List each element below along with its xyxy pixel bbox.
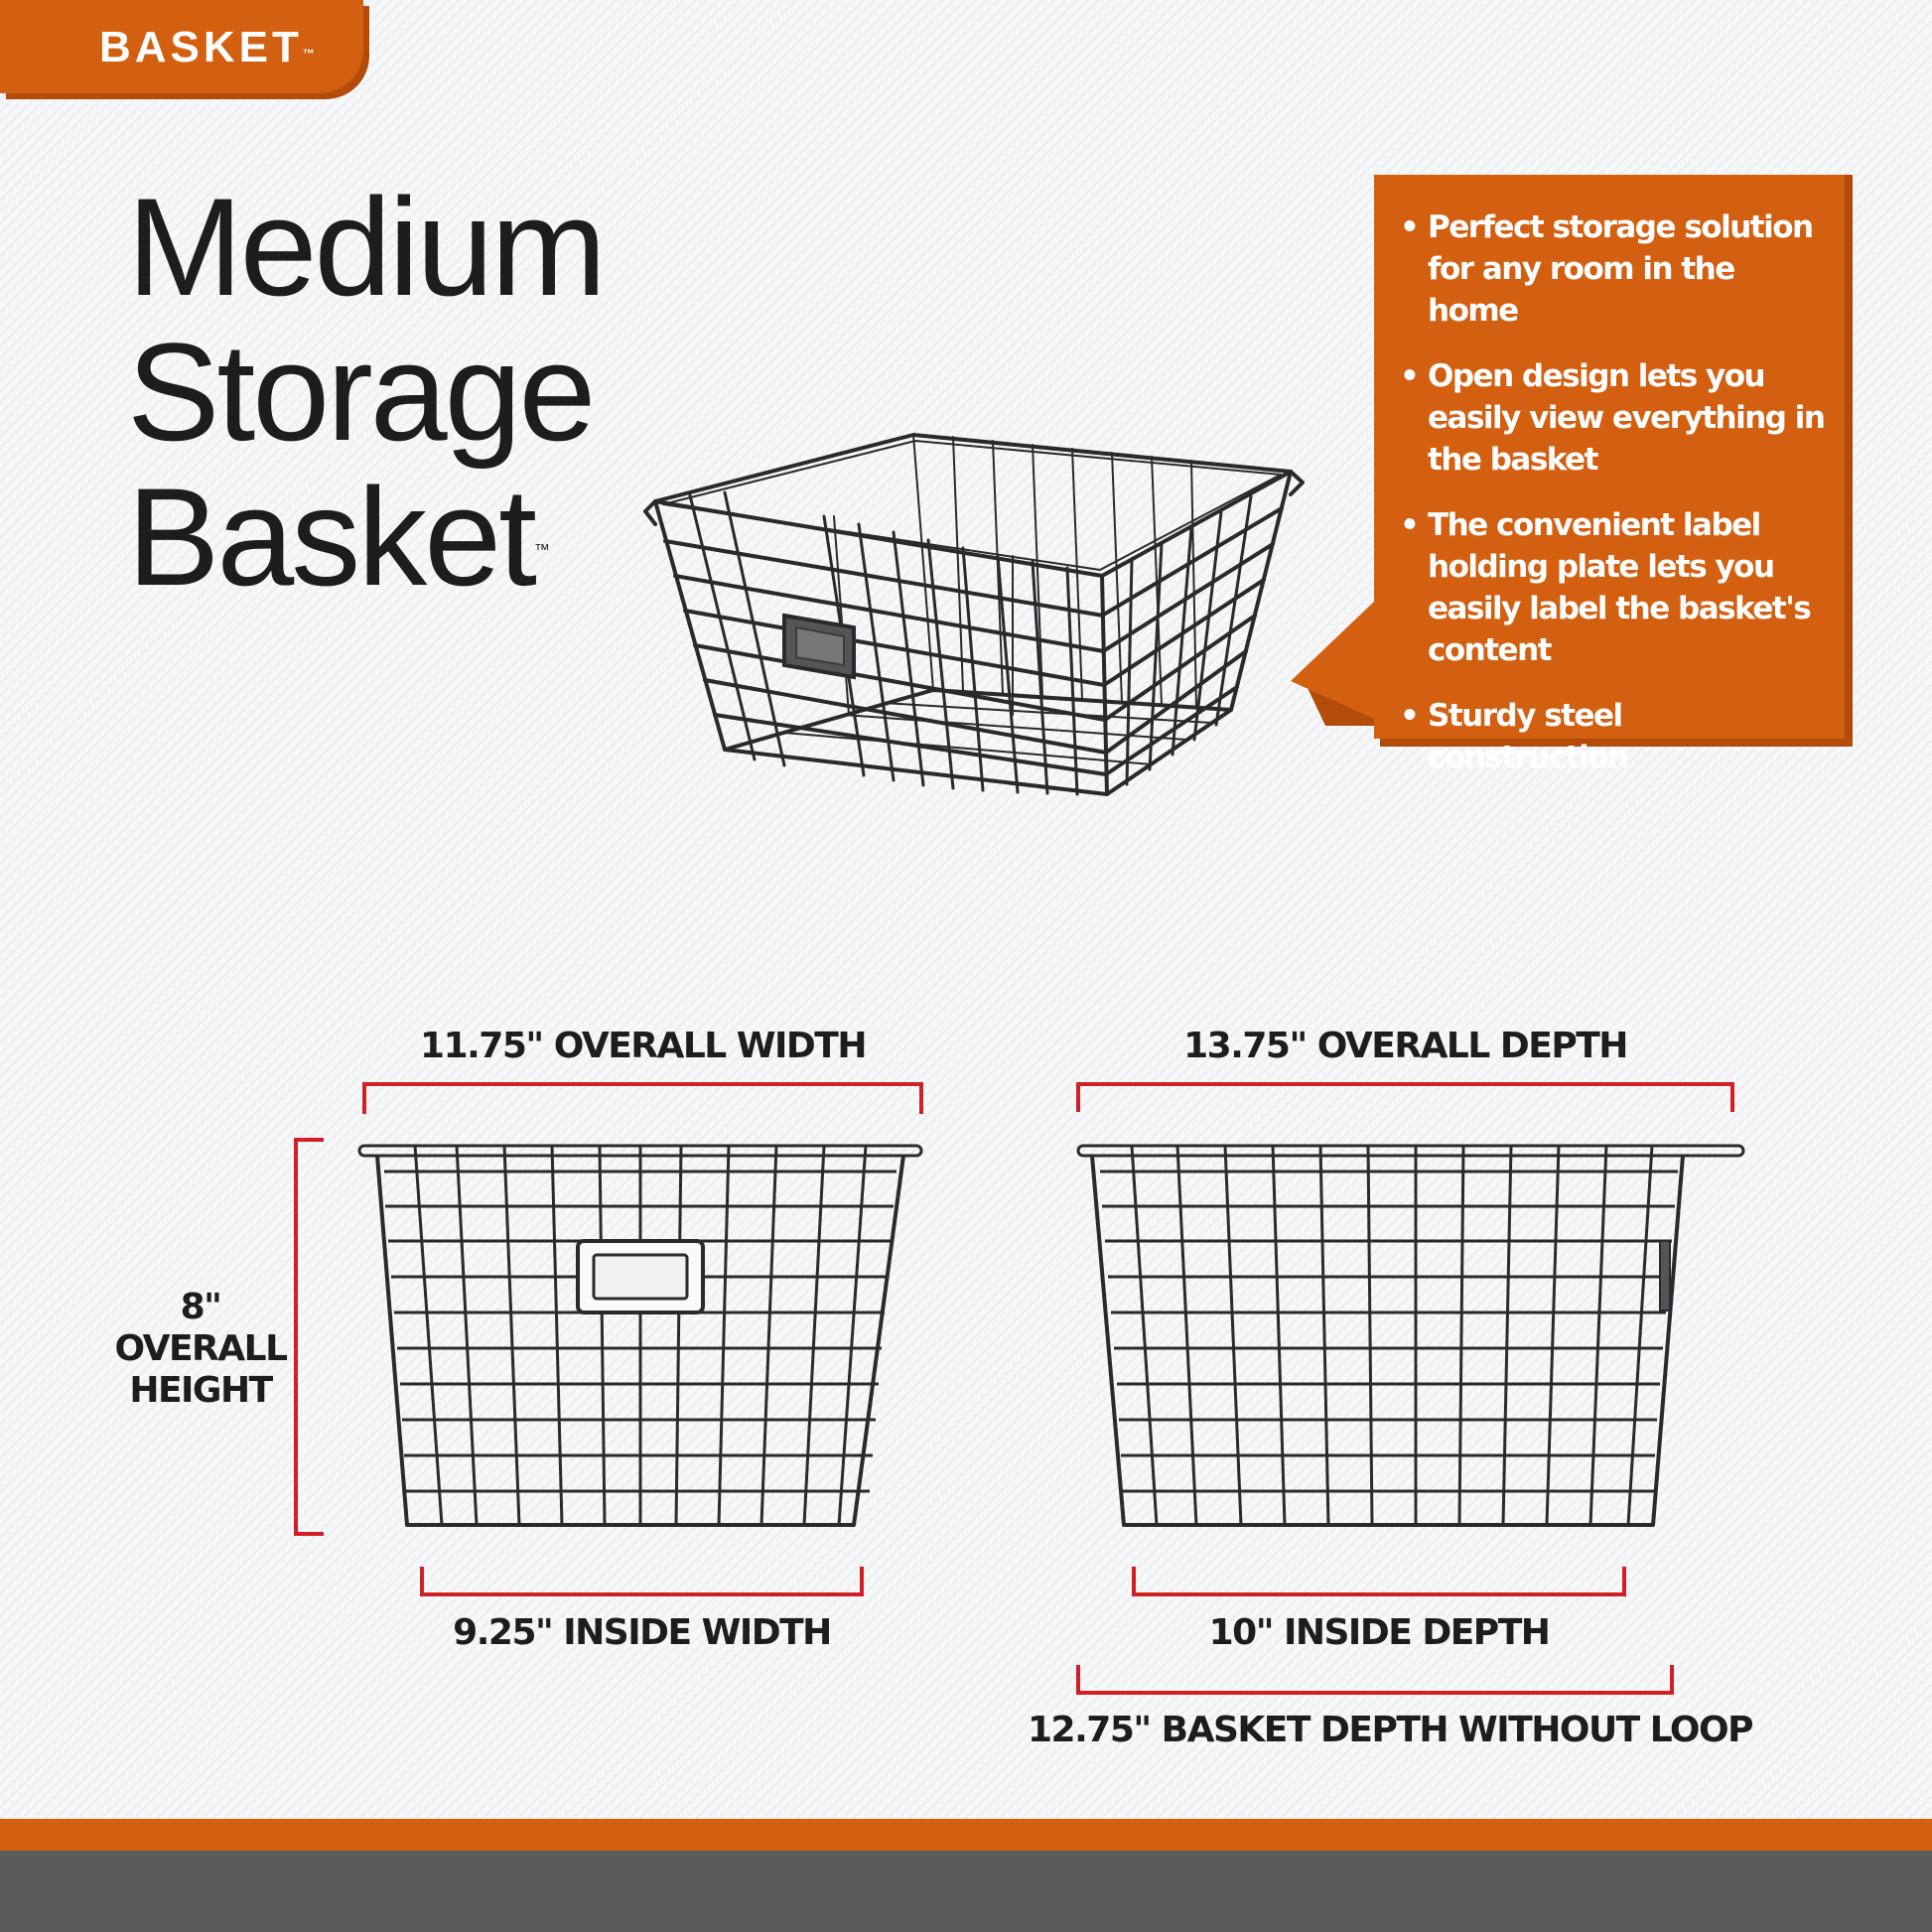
footer-bar bbox=[0, 1851, 1932, 1932]
feature-item: • Open design lets you easily view everything in the basket bbox=[1408, 355, 1825, 481]
overall-height-value: 8" bbox=[180, 1287, 221, 1327]
footer-accent-bar bbox=[0, 1819, 1932, 1851]
overall-height-text-1: OVERALL bbox=[114, 1328, 287, 1369]
title-line-2: Storage bbox=[127, 314, 594, 470]
feature-item: • Perfect storage solution for any room in the home bbox=[1408, 207, 1825, 332]
trademark-mark: ™ bbox=[302, 47, 315, 61]
depth-without-loop-label: 12.75" BASKET DEPTH WITHOUT LOOP bbox=[1028, 1710, 1753, 1750]
inside-width-bracket bbox=[422, 1567, 862, 1594]
feature-item: • Sturdy steel construction bbox=[1408, 695, 1825, 778]
overall-depth-label: 13.75" OVERALL DEPTH bbox=[1183, 1026, 1627, 1066]
overall-width-label: 11.75" OVERALL WIDTH bbox=[420, 1026, 866, 1066]
overall-width-bracket bbox=[364, 1084, 921, 1114]
overall-height-label bbox=[101, 1287, 300, 1412]
title-line-1: Medium bbox=[127, 169, 604, 325]
depth-without-loop-bracket bbox=[1078, 1665, 1672, 1693]
feature-item: • The convenient label holding plate lets you easily label the basket's content bbox=[1408, 504, 1825, 671]
title-line-3: Basket™ bbox=[127, 459, 550, 615]
inside-depth-bracket bbox=[1134, 1567, 1624, 1594]
brand-tab-label: BASKET™ bbox=[99, 23, 315, 71]
overall-height-text-2: HEIGHT bbox=[129, 1370, 272, 1411]
inside-depth-label: 10" INSIDE DEPTH bbox=[1208, 1612, 1550, 1653]
overall-height-bracket bbox=[296, 1140, 324, 1534]
inside-width-label: 9.25" INSIDE WIDTH bbox=[453, 1612, 831, 1653]
overall-depth-bracket bbox=[1078, 1084, 1732, 1112]
title-trademark: ™ bbox=[534, 542, 550, 559]
